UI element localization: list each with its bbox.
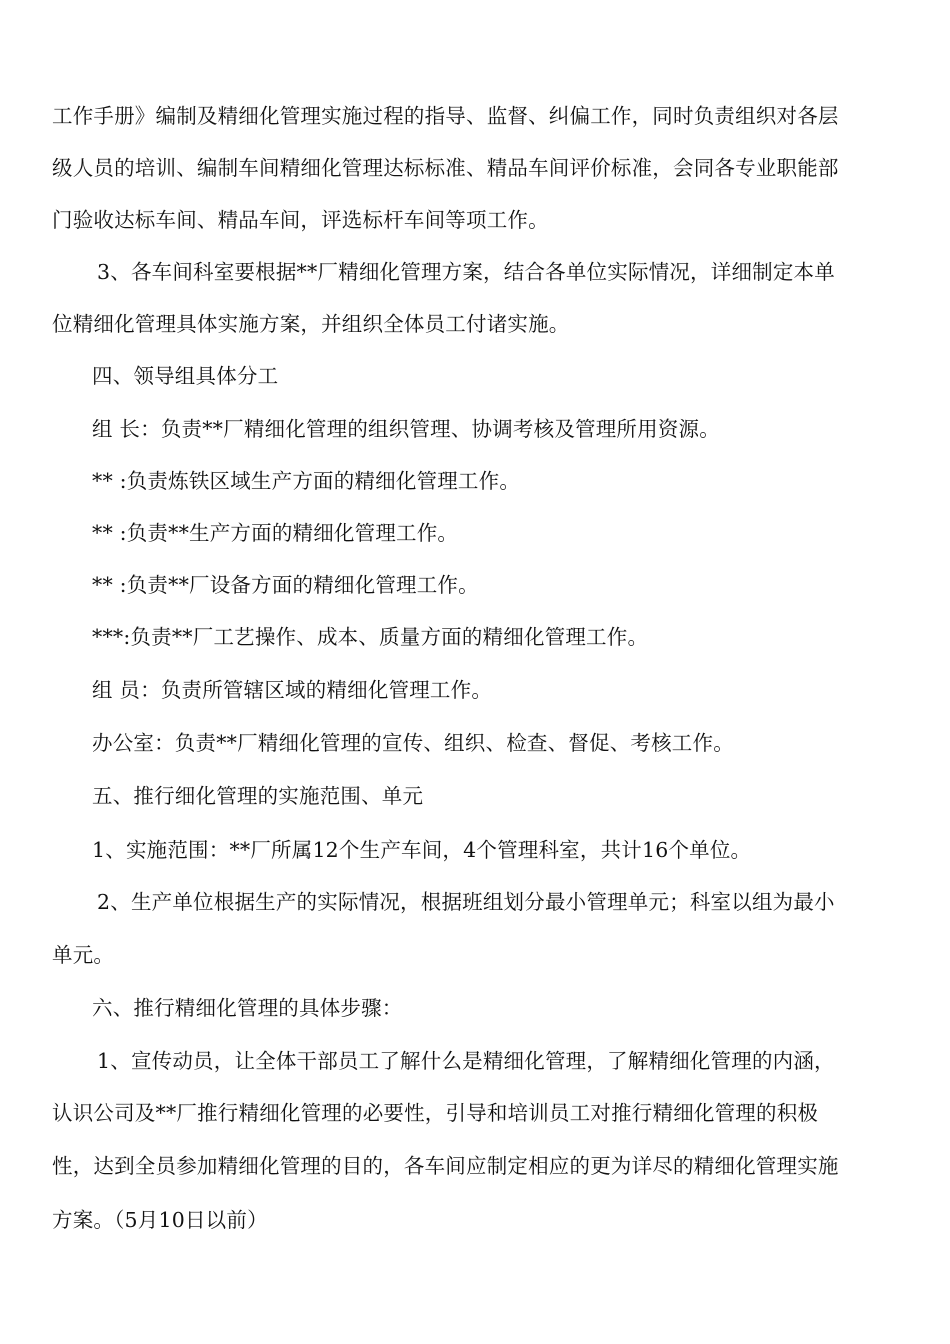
- role-line: 办公室：负责**厂精细化管理的宣传、组织、检查、督促、考核工作。: [92, 731, 734, 755]
- paragraph-line: 方案。（5月10日以前）: [52, 1208, 268, 1232]
- paragraph-line: 1、宣传动员，让全体干部员工了解什么是精细化管理，了解精细化管理的内涵，: [97, 1049, 835, 1073]
- role-line: 组 长：负责**厂精细化管理的组织管理、协调考核及管理所用资源。: [92, 417, 720, 441]
- role-line: ** :负责**厂设备方面的精细化管理工作。: [92, 573, 479, 597]
- paragraph-line: 工作手册》编制及精细化管理实施过程的指导、监督、纠偏工作，同时负责组织对各层: [52, 104, 839, 128]
- paragraph-line: 2、生产单位根据生产的实际情况，根据班组划分最小管理单元；科室以组为最小: [97, 890, 835, 914]
- paragraph-line: 位精细化管理具体实施方案，并组织全体员工付诸实施。: [52, 312, 570, 336]
- section-heading: 五、推行细化管理的实施范围、单元: [92, 784, 424, 808]
- role-line: ** :负责**生产方面的精细化管理工作。: [92, 521, 459, 545]
- paragraph-line: 3、各车间科室要根据**厂精细化管理方案，结合各单位实际情况，详细制定本单: [97, 260, 835, 284]
- role-line: 组 员：负责所管辖区域的精细化管理工作。: [92, 678, 493, 702]
- section-heading: 六、推行精细化管理的具体步骤：: [92, 996, 403, 1020]
- section-heading: 四、领导组具体分工: [92, 364, 279, 388]
- paragraph-line: 门验收达标车间、精品车间，评选标杆车间等项工作。: [52, 208, 549, 232]
- paragraph-line: 认识公司及**厂推行精细化管理的必要性，引导和培训员工对推行精细化管理的积极: [52, 1101, 819, 1125]
- role-line: ** :负责炼铁区域生产方面的精细化管理工作。: [92, 469, 521, 493]
- paragraph-line: 单元。: [52, 943, 115, 967]
- role-line: ***:负责**厂工艺操作、成本、质量方面的精细化管理工作。: [92, 625, 649, 649]
- paragraph-line: 1、实施范围：**厂所属12个生产车间，4个管理科室，共计16个单位。: [92, 838, 752, 862]
- paragraph-line: 级人员的培训、编制车间精细化管理达标标准、精品车间评价标准，会同各专业职能部: [52, 156, 839, 180]
- paragraph-line: 性，达到全员参加精细化管理的目的，各车间应制定相应的更为详尽的精细化管理实施: [52, 1154, 839, 1178]
